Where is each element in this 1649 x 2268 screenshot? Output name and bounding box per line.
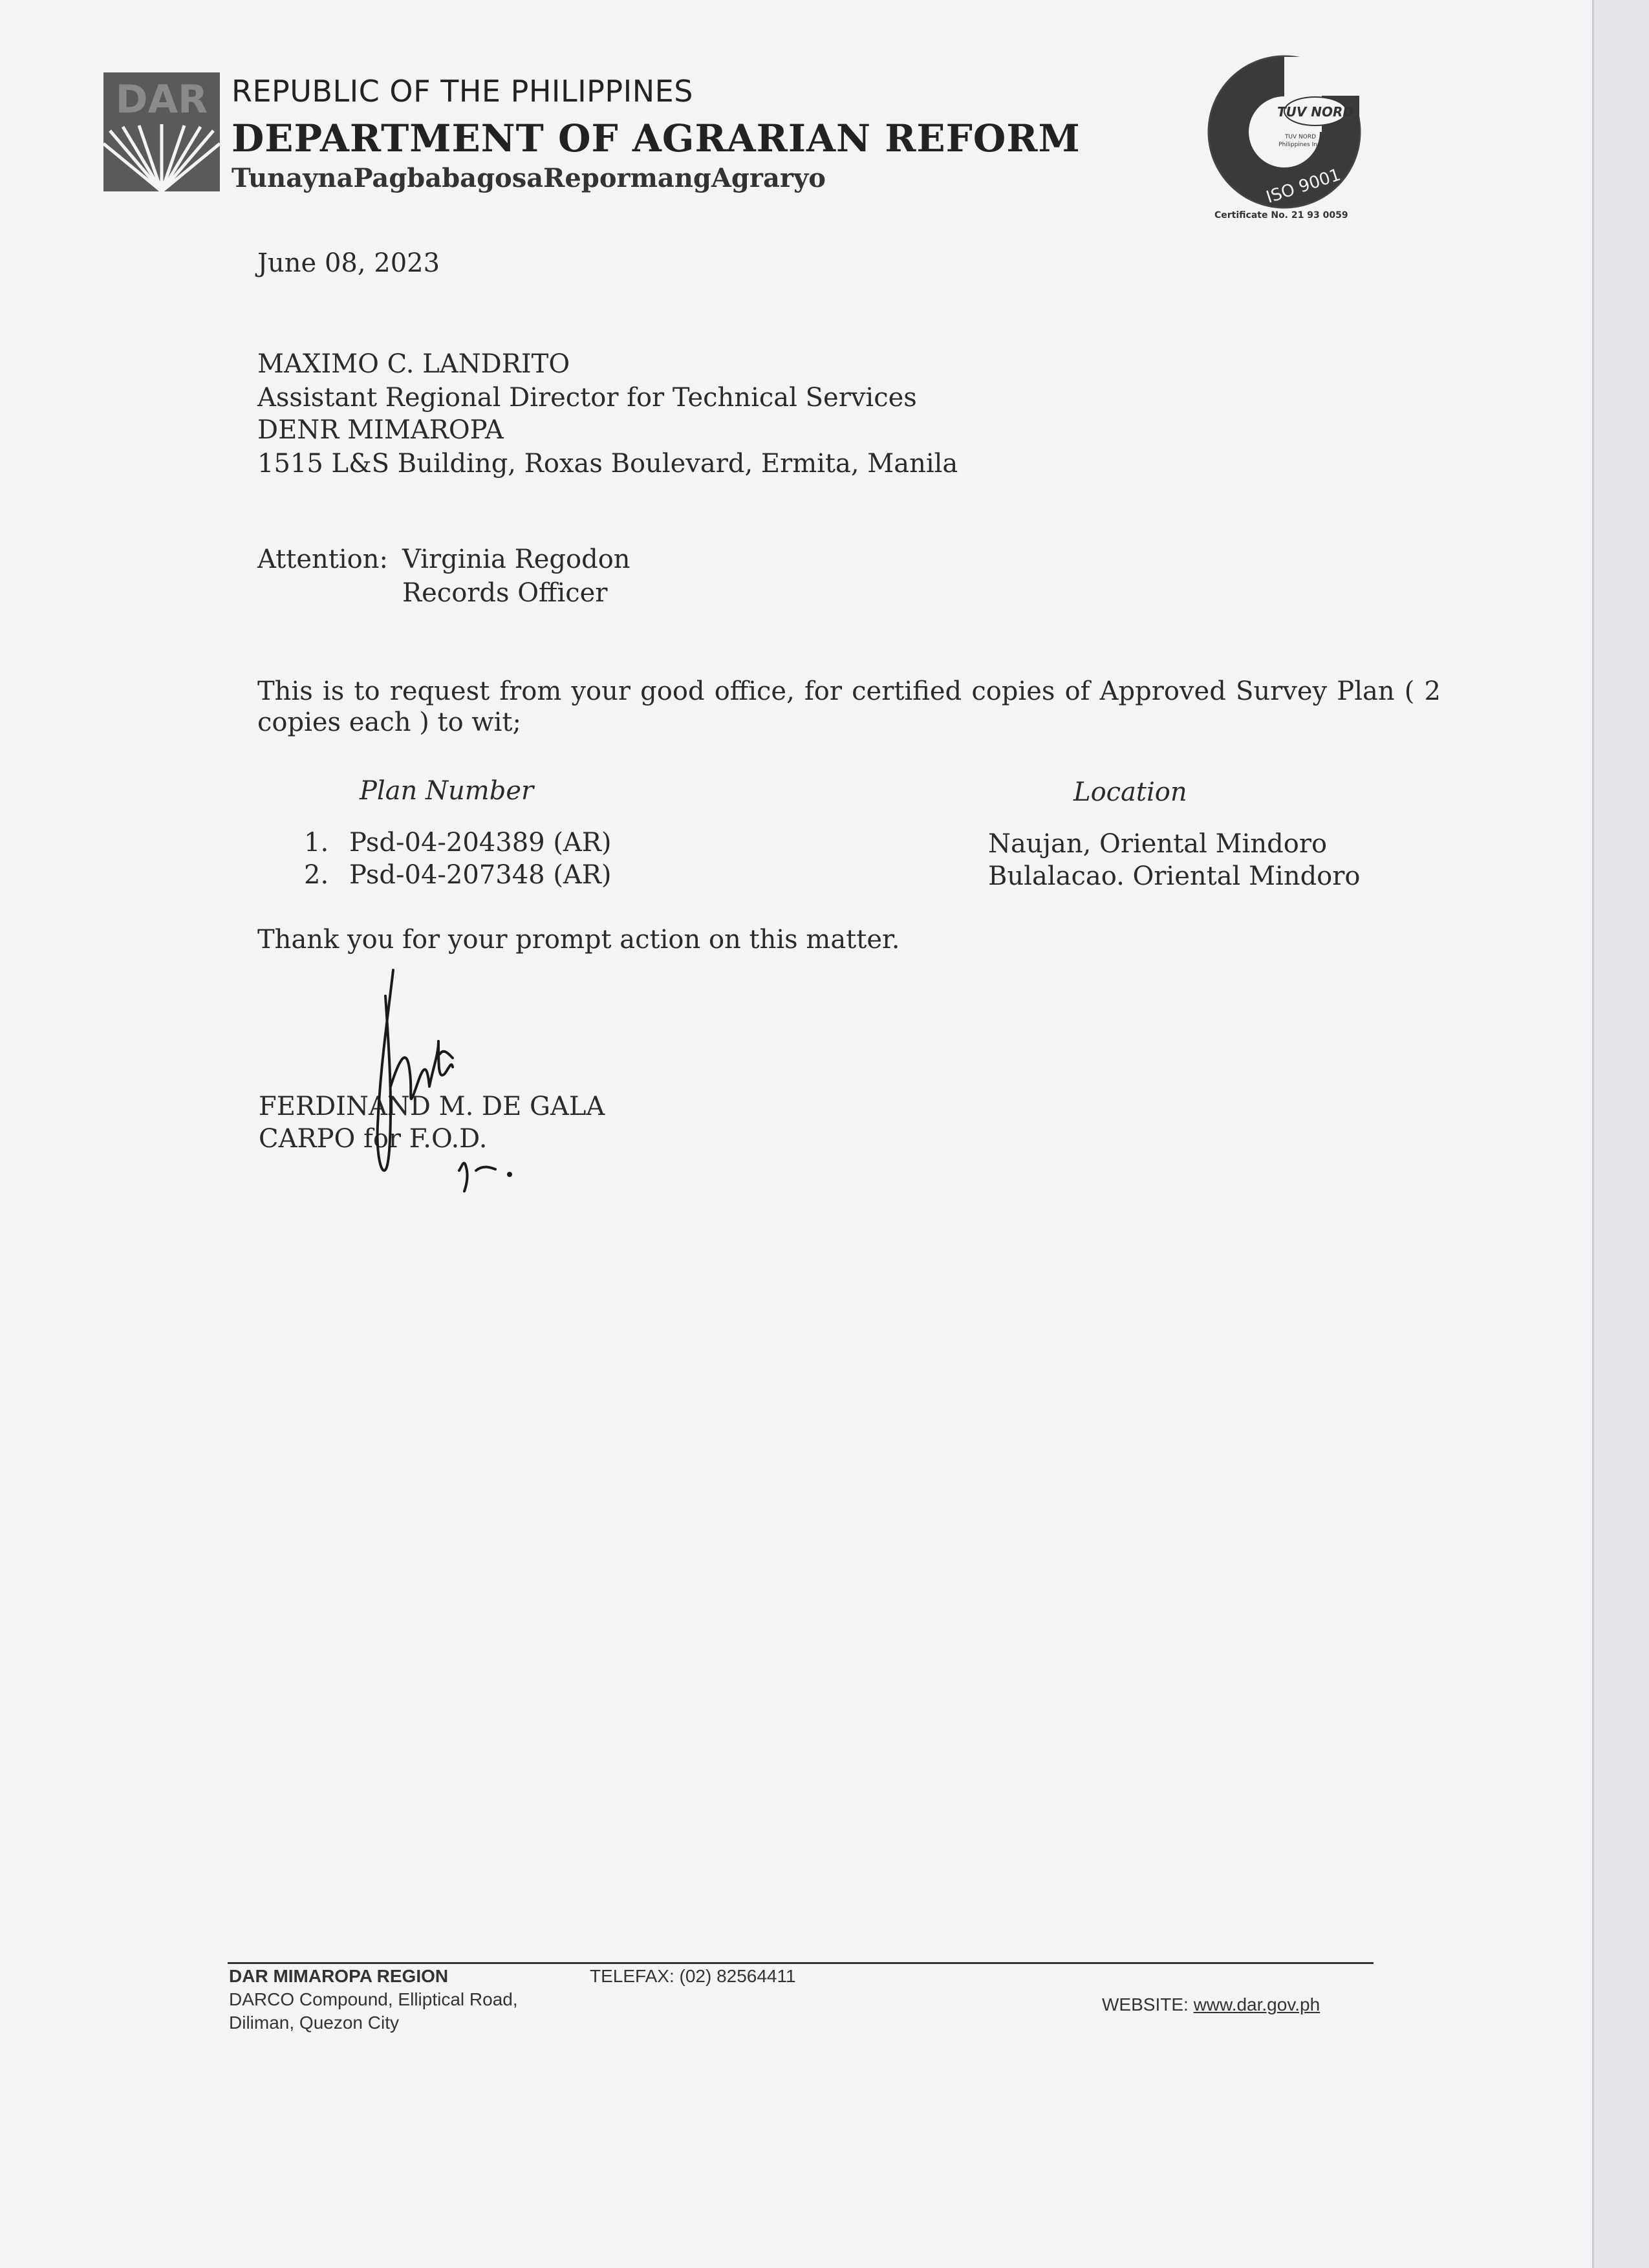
dar-logo [103, 72, 220, 191]
plan-row-1-number: 1. [304, 828, 329, 858]
handwritten-signature [362, 957, 576, 1216]
footer-address-2: Diliman, Quezon City [229, 2013, 399, 2033]
signatory-title: CARPO for F.O.D. [259, 1124, 488, 1154]
seal-standard: ISO 9001 [1264, 165, 1343, 208]
closing-line: Thank you for your prompt action on this matter. [257, 925, 900, 955]
department-heading: DEPARTMENT OF AGRARIAN REFORM [232, 116, 1081, 160]
website-link[interactable]: www.dar.gov.ph [1193, 1994, 1320, 2014]
footer-address-1: DARCO Compound, Elliptical Road, [229, 1989, 518, 2009]
location-header: Location [1073, 777, 1187, 807]
body-paragraph: This is to request from your good office, for certified copies of Approved Survey Plan ( 2 copies each ) to wit; [257, 676, 1441, 737]
footer-website-label: WEBSITE: [1102, 1994, 1189, 2014]
plan-row-2-number: 2. [304, 860, 329, 890]
footer-region: DAR MIMAROPA REGION [229, 1966, 449, 1986]
plan-row-2-location: Bulalacao. Oriental Mindoro [988, 861, 1361, 891]
recipient-name: MAXIMO C. LANDRITO [257, 349, 570, 379]
iso-seal [1207, 54, 1362, 210]
attention-name: Virginia Regodon [402, 545, 630, 574]
certificate-number: Certificate No. 21 93 0059 [1214, 210, 1348, 221]
recipient-title: Assistant Regional Director for Technical Services [257, 383, 917, 413]
footer-rule [228, 1962, 1374, 1964]
republic-heading: REPUBLIC OF THE PHILIPPINES [232, 74, 693, 109]
plan-row-1-plan: Psd-04-204389 (AR) [349, 828, 612, 858]
logo-text: DAR [115, 77, 208, 122]
footer-website [1102, 1994, 1320, 2015]
footer-telefax: TELEFAX: (02) 82564411 [590, 1966, 796, 1986]
recipient-office: DENR MIMAROPA [257, 415, 504, 445]
attention-title: Records Officer [402, 578, 608, 608]
seal-org: TUV NORD [1277, 104, 1354, 120]
recipient-address: 1515 L&S Building, Roxas Boulevard, Ermita, Manila [257, 449, 958, 479]
seal-org-sub-1: TUV NORD [1284, 134, 1317, 140]
letter-date: June 08, 2023 [257, 248, 440, 278]
attention-label: Attention: [257, 545, 388, 574]
plan-number-header: Plan Number [360, 776, 534, 806]
plan-row-1-location: Naujan, Oriental Mindoro [988, 829, 1328, 859]
seal-org-sub-2: Philippines Inc. [1278, 142, 1322, 148]
page-edge [1592, 0, 1649, 2268]
plan-row-2-plan: Psd-04-207348 (AR) [349, 860, 612, 890]
tagline: TunaynaPagbabagosaRepormangAgraryo [232, 163, 826, 193]
signatory-name: FERDINAND M. DE GALA [259, 1092, 605, 1121]
